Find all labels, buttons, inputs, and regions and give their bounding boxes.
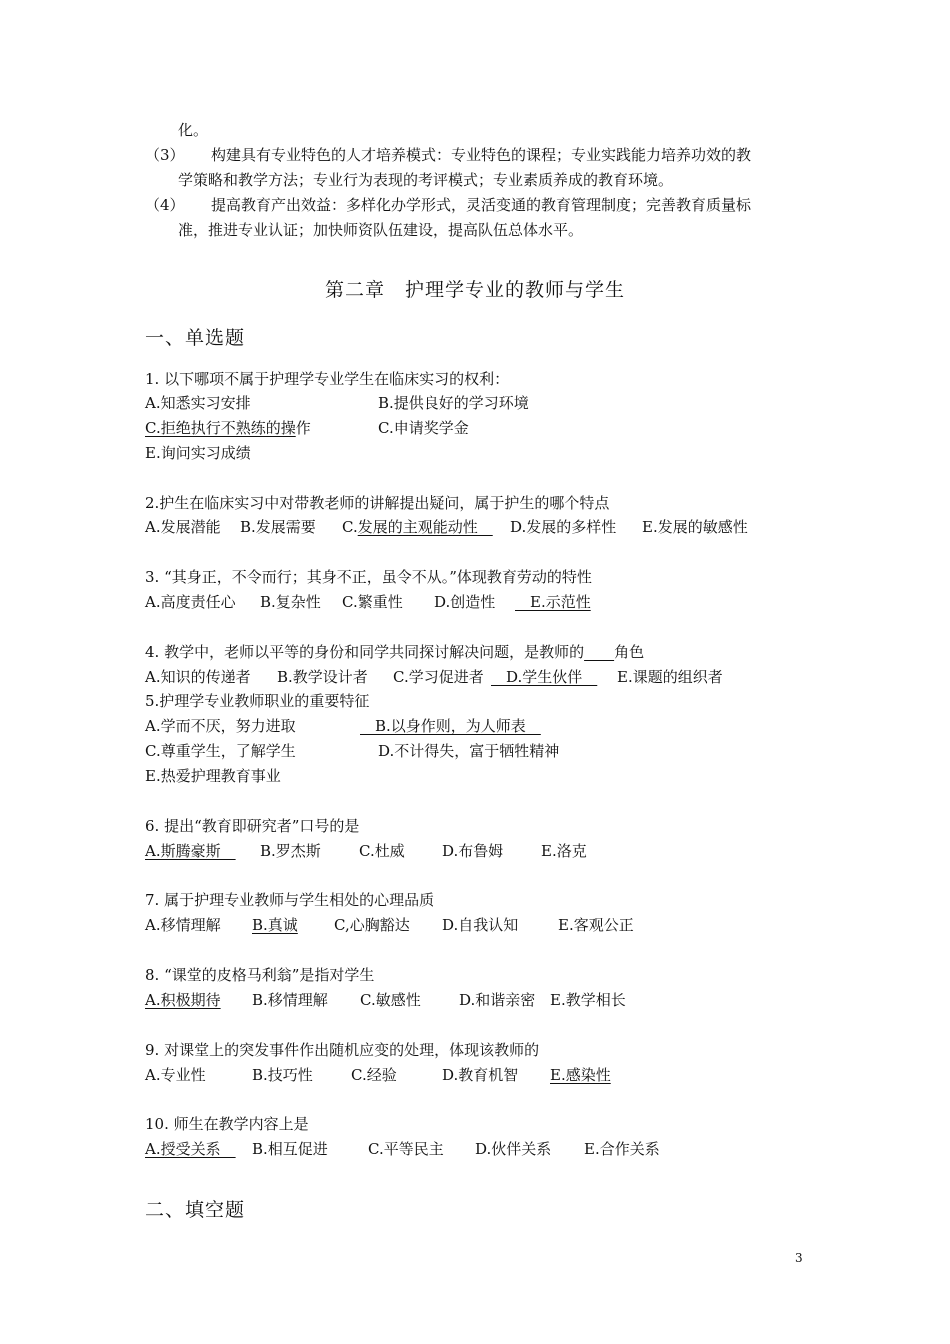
option-e: E.教学相长 [550,991,626,1009]
option-a: A.专业性 [145,1066,206,1084]
question-1-stem: 1. 以下哪项不属于护理学专业学生在临床实习的权利： [145,370,510,388]
question-9-stem: 9. 对课堂上的突发事件作出随机应变的处理，体现该教师的 [145,1041,540,1059]
option-a: A.授受关系 [145,1140,236,1158]
option-d: D.不计得失，富于牺牲精神 [378,742,560,760]
option-a: A.知悉实习安排 [145,394,251,412]
option-d: D.学生伙伴 [491,668,598,686]
option-c: C.杜威 [359,842,405,860]
option-d: D.自我认知 [442,916,519,934]
option-a: A.学而不厌，努力进取 [145,717,296,735]
option-a: A.斯腾豪斯 [145,842,236,860]
option-b: B.真诚 [252,916,298,934]
option-e: E.洛克 [541,842,587,860]
option-b: B.以身作则，为人师表 [360,717,541,735]
question-5-option-e: E.热爱护理教育事业 [145,767,281,785]
question-1-option-e: E.询问实习成绩 [145,444,251,462]
section-heading-single-choice: 一、单选题 [145,327,246,349]
option-d: D.伙伴关系 [475,1140,552,1158]
option-c: C.发展的主观能动性 [342,518,493,536]
option-d: D.布鲁姆 [442,842,504,860]
option-b: B.罗杰斯 [260,842,321,860]
fill-blank [584,643,614,661]
option-b: B.教学设计者 [277,668,368,686]
question-4-stem: 4. 教学中，老师以平等的身份和同学共同探讨解决问题，是教师的 角色 [145,643,645,661]
option-e: E.客观公正 [558,916,634,934]
option-b: B.提供良好的学习环境 [378,394,529,412]
chapter-title: 第二章 护理学专业的教师与学生 [324,279,625,301]
intro-item-3-line2: 学策略和教学方法；专业行为表现的考评模式；专业素质养成的教育环境。 [178,171,674,189]
section-heading-fill-blank: 二、填空题 [145,1199,246,1221]
question-10-stem: 10. 师生在教学内容上是 [145,1115,309,1133]
option-d: D.和谐亲密 [459,991,536,1009]
option-a: A.高度责任心 [145,593,236,611]
question-6-stem: 6. 提出“教育即研究者”口号的是 [145,817,360,835]
question-8-stem: 8. “课堂的皮格马利翁”是指对学生 [145,966,375,984]
option-d: D.发展的多样性 [510,518,617,536]
page-number: 3 [795,1251,803,1265]
option-c: C.敏感性 [360,991,421,1009]
option-d: D.创造性 [434,593,496,611]
option-b: B.技巧性 [252,1066,313,1084]
option-a: A.知识的传递者 [145,668,251,686]
answer-marked: 发展的主观能动性 [357,518,493,536]
option-b: B.发展需要 [240,518,316,536]
option-c: C.尊重学生，了解学生 [145,742,296,760]
option-e: E.感染性 [550,1066,611,1084]
option-c: C.平等民主 [368,1140,444,1158]
option-a: A.积极期待 [145,991,221,1009]
option-e: E.示范性 [515,593,591,611]
option-c: C.拒绝执行不熟练的操作 [145,419,311,437]
option-e: E.发展的敏感性 [642,518,748,536]
item-number: （4） [145,196,185,214]
item-text-line1: 提高教育产出效益：多样化办学形式，灵活变通的教育管理制度；完善教育质量标 [211,196,752,214]
option-e: E.合作关系 [584,1140,660,1158]
option-b: B.复杂性 [260,593,321,611]
question-7-stem: 7. 属于护理专业教师与学生相处的心理品质 [145,891,435,909]
intro-item-4-line2: 准，推进专业认证；加快师资队伍建设，提高队伍总体水平。 [178,221,584,239]
question-3-stem: 3. “其身正，不令而行；其身不正，虽令不从。”体现教育劳动的特性 [145,568,592,586]
option-b: B.移情理解 [252,991,328,1009]
option-d: D.教育机智 [442,1066,519,1084]
question-5-stem: 5.护理学专业教师职业的重要特征 [145,692,370,710]
option-d: C.申请奖学金 [378,419,469,437]
item-text-line1: 构建具有专业特色的人才培养模式：专业特色的课程；专业实践能力培养功效的教 [211,146,752,164]
option-a: A.移情理解 [145,916,221,934]
option-c: C.繁重性 [342,593,403,611]
question-2-stem: 2.护生在临床实习中对带教老师的讲解提出疑问，属于护生的哪个特点 [145,494,610,512]
answer-marked: C.拒绝执行不熟练的操 [145,419,296,437]
option-c: C.学习促进者 [393,668,484,686]
intro-continuation: 化。 [178,121,209,139]
item-number: （3） [145,146,185,164]
option-e: E.课题的组织者 [617,668,723,686]
option-c: C.经验 [351,1066,397,1084]
option-a: A.发展潜能 [145,518,221,536]
option-b: B.相互促进 [252,1140,328,1158]
option-c: C,心胸豁达 [334,916,410,934]
